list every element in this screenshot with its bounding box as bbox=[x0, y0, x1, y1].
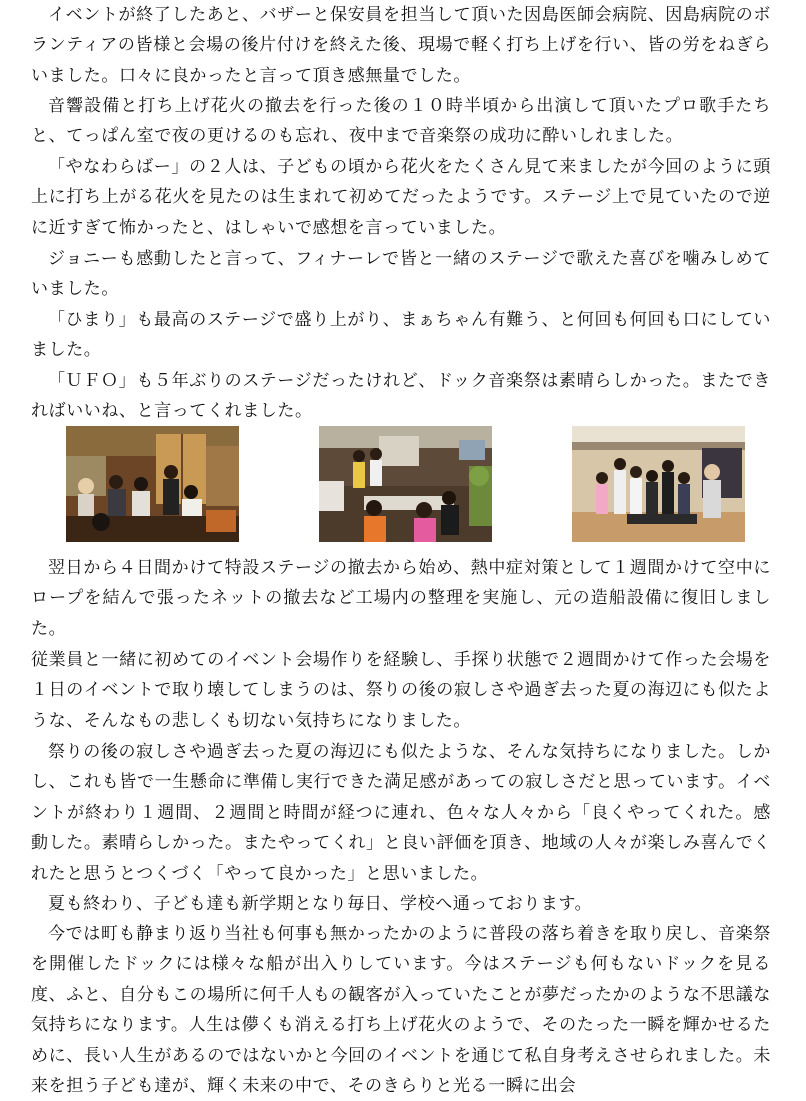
paragraph-teppan-room: 音響設備と打ち上げ花火の撤去を行った後の１０時半頃から出演して頂いたプロ歌手たちと、てっぱん室で夜の更けるのも忘れ、夜中まで音楽祭の成功に酔いしれました。 bbox=[31, 96, 771, 147]
party-photo-indoor-icon bbox=[66, 426, 239, 542]
paragraph-johnny: ジョニーも感動したと言って、フィナーレで皆と一緒のステージで歌えた喜びを噛みしめていました。 bbox=[31, 249, 771, 300]
group-photo-icon bbox=[572, 426, 745, 542]
party-photo-dinner-icon bbox=[319, 426, 492, 542]
paragraph-employees: 従業員と一緒に初めてのイベント会場作りを経験し、手探り状態で２週間かけて作った会場を１日のイベントで取り壊してしまうのは、祭りの後の寂しさや過ぎ去った夏の海辺にも似たような、そんなもの悲しくも切ない気持ちになりました。 bbox=[31, 650, 771, 731]
paragraph-afterparty: イベントが終了したあと、バザーと保安員を担当して頂いた因島医師会病院、因島病院のボランティアの皆様と会場の後片付けを終えた後、現場で軽く打ち上げを行い、皆の労をねぎらいました。口々に良かったと言って頂き感無量でした。 bbox=[31, 5, 771, 86]
paragraph-reflection: 祭りの後の寂しさや過ぎ去った夏の海辺にも似たような、そんな気持ちになりました。しかし、これも皆で一生懸命に準備し実行できた満足感があっての寂しさだと思っています。イベントが終わり１週間、２週間と時間が経つに連れ、色々な人々から「良くやってくれた。感動した。素晴らしかった。またやってくれ」と良い評価を頂き、地域の人々が楽しみ喜んでくれたと思うとつくづく「やって良かった」と思いました。 bbox=[31, 742, 771, 884]
paragraph-dismantle: 翌日から４日間かけて特設ステージの撤去から始め、熱中症対策として１週間かけて空中にロープを結んで張ったネットの撤去など工場内の整理を実施し、元の造船設備に復旧しました。 bbox=[31, 558, 771, 639]
paragraph-closing: 今では町も静まり返り当社も何事も無かったかのように普段の落ち着きを取り戻し、音楽祭を開催したドックには様々な船が出入りしています。今はステージも何もないドックを見る度、ふと、自分もこの場所に何千人もの観客が入っていたことが夢だったかのような不思議な気持ちになります。人生は儚くも消える打ち上げ花火のようで、そのたった一瞬を輝かせるために、長い人生があるのではないかと今回のイベントを通じて私自身考えさせられました。未来を担う子ども達が、輝く未来の中で、そのきらりと光る一瞬に出会 bbox=[31, 924, 771, 1097]
paragraph-summer-end: 夏も終わり、子ども達も新学期となり毎日、学校へ通っております。 bbox=[48, 894, 593, 914]
photo-row bbox=[31, 426, 771, 544]
paragraph-ufo: 「ＵＦＯ」も５年ぶりのステージだったけれど、ドック音楽祭は素晴らしかった。またできればいいね、と言ってくれました。 bbox=[31, 371, 771, 422]
paragraph-yanawaraba: 「やなわらばー」の２人は、子どもの頃から花火をたくさん見て来ましたが今回のように頭上に打ち上がる花火を見たのは生まれて初めてだったようです。ステージ上で見ていたので逆に近すぎて怖かったと、はしゃいで感想を言っていました。 bbox=[31, 157, 771, 238]
paragraph-himari: 「ひまり」も最高のステージで盛り上がり、まぁちゃん有難う、と何回も何回も口にしていました。 bbox=[31, 310, 771, 361]
